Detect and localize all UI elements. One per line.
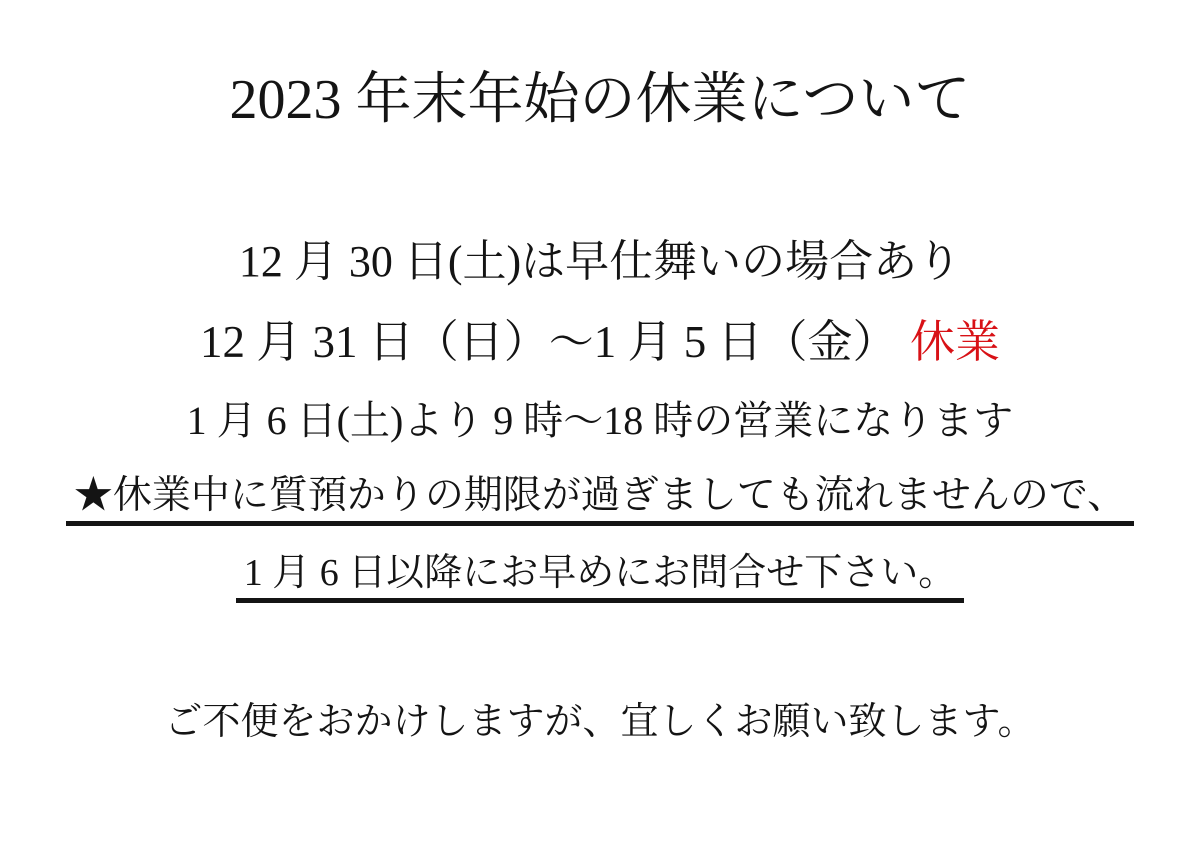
notice-title: 2023 年末年始の休業について: [229, 69, 971, 131]
pawn-warning-text: ★休業中に質預かりの期限が過ぎましても流れませんので、: [66, 476, 1134, 526]
early-close-line: 12 月 30 日(土)は早仕舞いの場合あり: [238, 237, 962, 286]
reopen-hours-line: 1 月 6 日(土)より 9 時～18 時の営業になります: [186, 398, 1014, 443]
closure-period-line: [0, 317, 1200, 367]
closure-period-text: 12 月 31 日（日）～1 月 5 日（金）: [199, 317, 898, 367]
contact-line: [0, 554, 1200, 603]
closure-status-text: 休業: [910, 317, 1001, 367]
apology-line: ご不便をおかけしますが、宜しくお願い致します。: [164, 701, 1036, 743]
contact-text: 1 月 6 日以降にお早めにお問合せ下さい。: [236, 554, 965, 603]
pawn-warning-line: [0, 476, 1200, 526]
